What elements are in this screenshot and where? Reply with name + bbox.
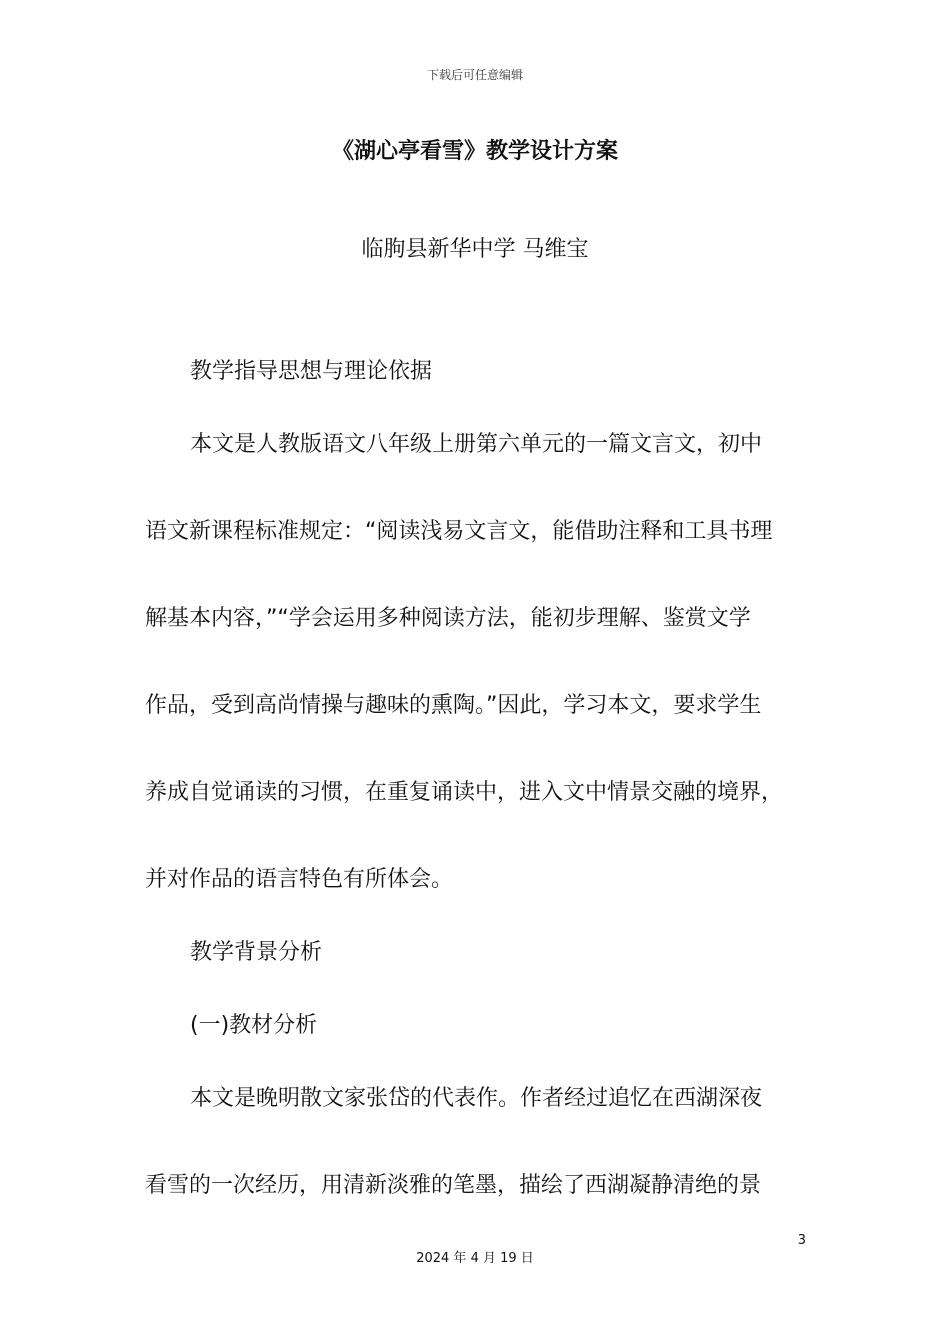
body-line: 养成自觉诵读的习惯，在重复诵读中，进入文中情景交融的境界， <box>145 780 784 805</box>
body-line: 语文新课程标准规定：“阅读浅易文言文，能借助注释和工具书理 <box>145 519 773 544</box>
subsection-heading: (一)教材分析 <box>190 1013 318 1038</box>
header-note: 下载后可任意编辑 <box>426 68 523 82</box>
body-line: 作品，受到高尚情操与趣味的熏陶。”因此，学习本文，要求学生 <box>145 693 762 718</box>
page-number: 3 <box>797 1233 806 1248</box>
body-line: 看雪的一次经历，用清新淡雅的笔墨，描绘了西湖凝静清绝的景 <box>145 1173 762 1198</box>
document-author: 临朐县新华中学 马维宝 <box>361 237 589 262</box>
section-heading: 教学背景分析 <box>190 940 323 965</box>
body-line: 解基本内容，”“学会运用多种阅读方法，能初步理解、鉴赏文学 <box>145 606 751 631</box>
footer-date: 2024 年 4 月 19 日 <box>416 1251 534 1266</box>
section-heading: 教学指导思想与理论依据 <box>190 359 433 384</box>
body-line: 并对作品的语言特色有所体会。 <box>145 867 454 892</box>
document-title: 《湖心亭看雪》教学设计方案 <box>331 139 618 164</box>
body-line: 本文是晚明散文家张岱的代表作。作者经过追忆在西湖深夜 <box>190 1086 763 1111</box>
body-line: 本文是人教版语文八年级上册第六单元的一篇文言文，初中 <box>190 432 763 457</box>
